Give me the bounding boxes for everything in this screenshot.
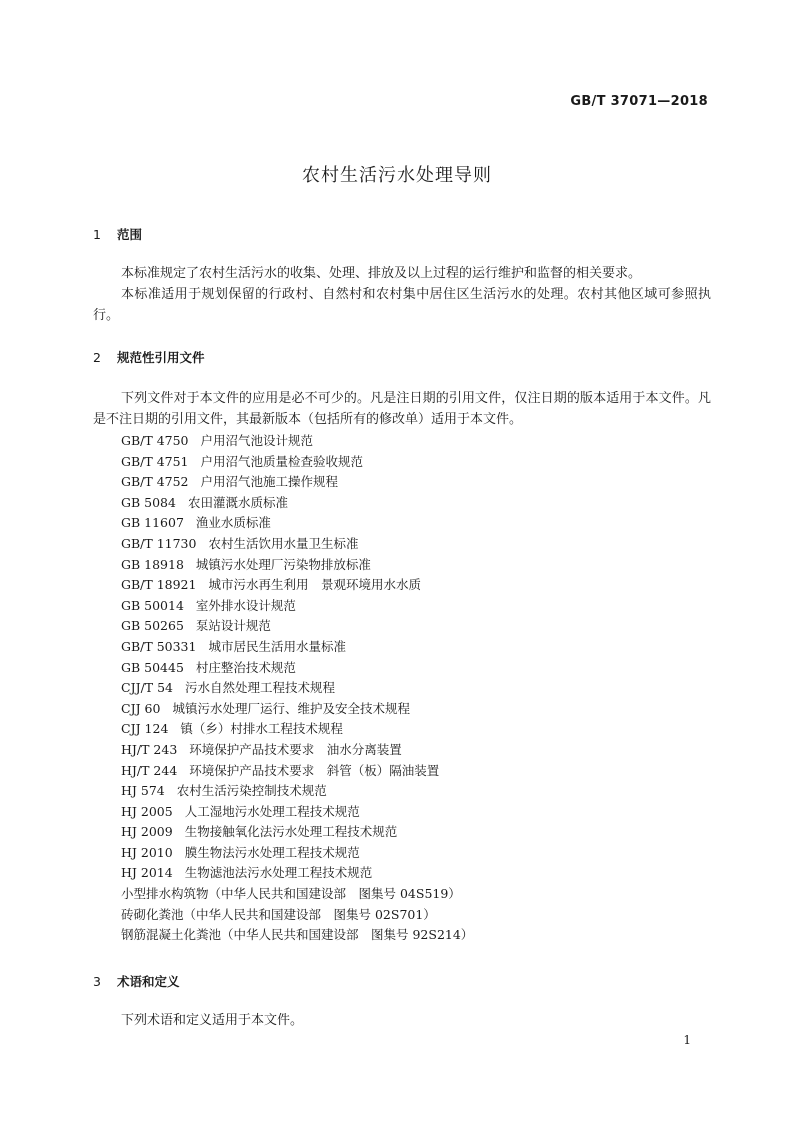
reference-code: GB/T 18921: [121, 577, 197, 593]
reference-title: 环境保护产品技术要求 油水分离装置: [189, 741, 402, 757]
section-title: 术语和定义: [117, 974, 180, 989]
reference-title: 生物接触氧化法污水处理工程技术规范: [184, 824, 398, 840]
list-item: [121, 699, 473, 720]
reference-code: GB 50265: [121, 618, 184, 634]
list-item: [121, 863, 473, 884]
reference-code: GB 18918: [121, 556, 184, 572]
list-item: [121, 555, 473, 576]
reference-code: CJJ 60: [121, 700, 161, 716]
section-heading-terms-and-definitions: [93, 972, 180, 990]
reference-code: CJJ/T 54: [121, 680, 174, 696]
paragraph: 下列文件对于本文件的应用是必不可少的。凡是注日期的引用文件，仅注日期的版本适用于本文件。凡是不注日期的引用文件，其最新版本（包括所有的修改单）适用于本文件。: [93, 391, 711, 427]
section-number: 3: [93, 974, 101, 989]
reference-title: 农田灌溉水质标准: [187, 494, 288, 510]
list-item: [121, 802, 473, 823]
reference-code: HJ 2005: [121, 803, 173, 819]
list-item: [121, 493, 473, 514]
reference-title: 钢筋混凝土化粪池（中华人民共和国建设部 图集号 92S214）: [121, 927, 474, 943]
reference-code: GB 5084: [121, 494, 176, 510]
reference-title: 渔业水质标准: [195, 515, 271, 531]
reference-code: GB/T 4750: [121, 433, 189, 448]
reference-title: 泵站设计规范: [195, 618, 271, 634]
reference-title: 人工湿地污水处理工程技术规范: [184, 803, 360, 819]
reference-title: 环境保护产品技术要求 斜管（板）隔油装置: [189, 762, 440, 778]
reference-code: GB 50014: [121, 597, 184, 613]
section-heading-scope: [93, 225, 142, 243]
list-item: [121, 719, 473, 740]
list-item: [121, 596, 473, 617]
reference-title: 城镇污水处理厂运行、维护及安全技术规程: [172, 700, 410, 716]
reference-title: 镇（乡）村排水工程技术规程: [180, 721, 343, 737]
list-item: [121, 740, 473, 761]
list-item: [121, 761, 473, 782]
reference-code: HJ 2014: [121, 865, 173, 881]
paragraph: 下列术语和定义适用于本文件。: [121, 1013, 304, 1028]
list-item: [121, 678, 473, 699]
reference-title: 室外排水设计规范: [195, 597, 296, 613]
reference-code: HJ 2010: [121, 844, 173, 860]
section-number: 2: [93, 350, 101, 365]
reference-title: 村庄整治技术规范: [195, 659, 296, 675]
list-item: [121, 925, 473, 946]
reference-title: 户用沼气池质量检查验收规范: [200, 453, 364, 469]
list-item: [121, 781, 473, 802]
document-title: 农村生活污水处理导则: [302, 165, 492, 186]
standard-code: GB/T 37071—2018: [570, 94, 708, 109]
reference-code: HJ 2009: [121, 824, 173, 840]
list-item: [121, 575, 473, 596]
reference-code: GB 50445: [121, 659, 184, 675]
reference-title: 生物滤池法污水处理工程技术规范: [184, 865, 373, 881]
list-item: [121, 905, 473, 926]
reference-code: GB/T 50331: [121, 638, 197, 654]
reference-code: CJJ 124: [121, 721, 169, 737]
reference-code: HJ/T 244: [121, 762, 178, 778]
reference-title: 城市居民生活用水量标准: [208, 638, 346, 654]
reference-title: 小型排水构筑物（中华人民共和国建设部 图集号 04S519）: [121, 886, 461, 902]
reference-title: 膜生物法污水处理工程技术规范: [184, 844, 360, 860]
reference-code: GB/T 11730: [121, 535, 197, 551]
paragraph: 本标准规定了农村生活污水的收集、处理、排放及以上过程的运行维护和监督的相关要求。: [121, 266, 642, 281]
list-item: [121, 822, 473, 843]
list-item: [121, 658, 473, 679]
reference-title: 农村生活污染控制技术规范: [176, 783, 327, 799]
list-item: [121, 513, 473, 534]
reference-code: HJ 574: [121, 783, 165, 799]
reference-title: 户用沼气池施工操作规程: [200, 474, 339, 490]
list-item: [121, 431, 473, 452]
list-item: [121, 637, 473, 658]
reference-code: HJ/T 243: [121, 741, 178, 757]
reference-code: GB 11607: [121, 515, 184, 531]
reference-title: 城镇污水处理厂污染物排放标准: [195, 556, 371, 572]
section-title: 规范性引用文件: [117, 350, 205, 365]
section-number: 1: [93, 227, 101, 242]
page-number: 1: [683, 1033, 691, 1047]
reference-title: 污水自然处理工程技术规程: [185, 680, 336, 696]
reference-title: 户用沼气池设计规范: [200, 433, 314, 448]
paragraph: 本标准适用于规划保留的行政村、自然村和农村集中居住区生活污水的处理。农村其他区域可参照执行。: [93, 287, 711, 323]
list-item: [121, 884, 473, 905]
section-title: 范围: [117, 227, 143, 242]
reference-code: GB/T 4752: [121, 474, 189, 490]
reference-list: [121, 431, 473, 946]
section-heading-normative-references: [93, 348, 205, 366]
reference-title: 城市污水再生利用 景观环境用水水质: [208, 577, 421, 593]
reference-title: 农村生活饮用水量卫生标准: [208, 535, 359, 551]
list-item: [121, 472, 473, 493]
reference-title: 砖砌化粪池（中华人民共和国建设部 图集号 02S701）: [121, 906, 436, 922]
list-item: [121, 616, 473, 637]
reference-code: GB/T 4751: [121, 453, 189, 469]
list-item: [121, 534, 473, 555]
list-item: [121, 843, 473, 864]
list-item: [121, 452, 473, 473]
